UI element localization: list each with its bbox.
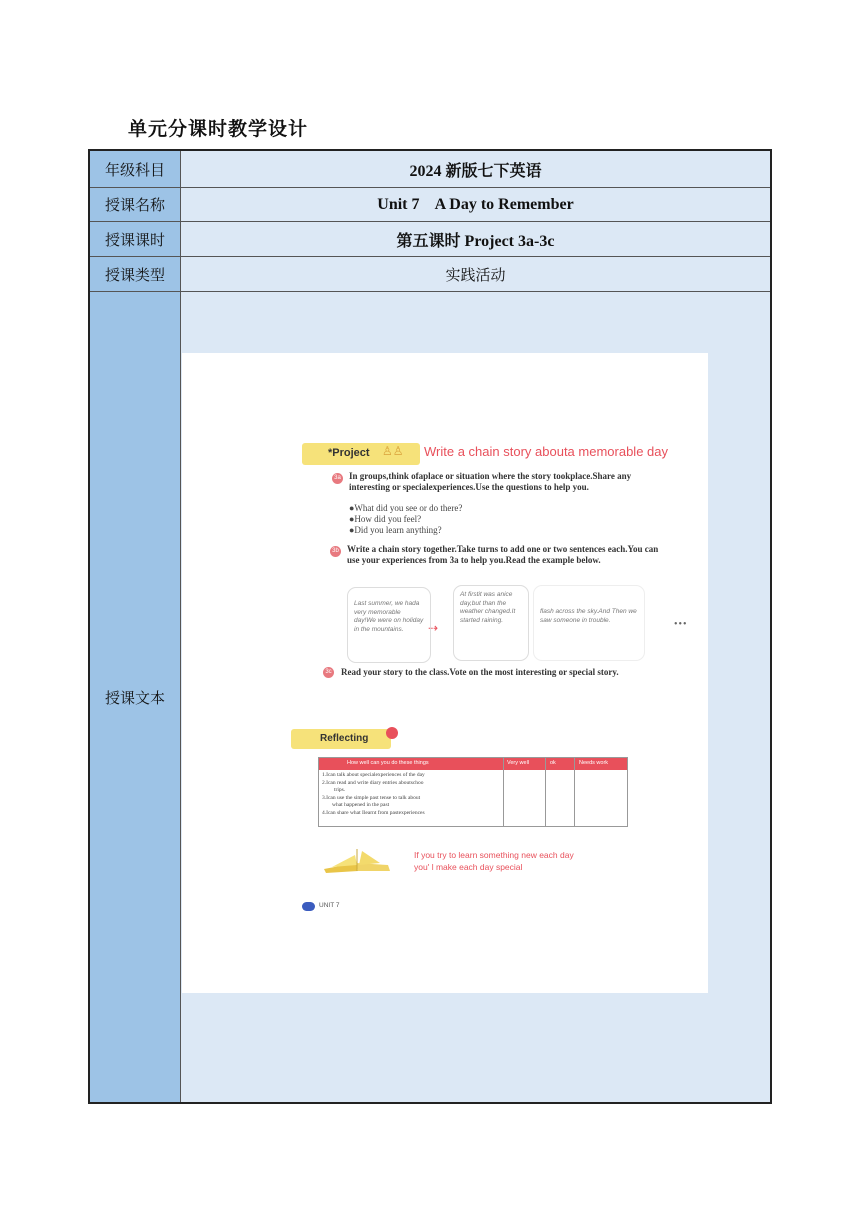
textbook-cell bbox=[181, 292, 770, 1102]
lesson-table bbox=[88, 149, 772, 1104]
quote-line: If you try to learn something new each day bbox=[414, 850, 574, 860]
table-row bbox=[90, 257, 770, 292]
table-row bbox=[90, 188, 770, 222]
reflect-header-cell: Needs work bbox=[579, 760, 609, 766]
table-divider bbox=[503, 758, 504, 826]
document-title: 单元分课时教学设计 bbox=[128, 118, 309, 140]
row-label: 授课类型 bbox=[90, 257, 181, 291]
reflect-table bbox=[318, 757, 628, 827]
list-item: ●How did you feel? bbox=[349, 514, 422, 524]
list-item: what happened in the past bbox=[332, 802, 390, 808]
list-item: 1.Ican talk about specialexperiences of the day bbox=[322, 772, 425, 778]
pen-icon bbox=[386, 727, 398, 739]
ellipsis: ••• bbox=[674, 619, 688, 630]
question-list bbox=[349, 503, 462, 536]
reflect-items bbox=[322, 772, 425, 817]
row-value: 2024 新版七下英语 bbox=[181, 151, 770, 187]
reflect-header-cell: Very well bbox=[507, 760, 530, 766]
quote-line: you' l make each day special bbox=[414, 862, 523, 872]
list-item: 4.Ican share what Ilearnt from pastexperiences bbox=[322, 809, 425, 816]
row-label: 授课文本 bbox=[90, 292, 181, 1102]
row-value: 实践活动 bbox=[181, 257, 770, 291]
row-label: 授课名称 bbox=[90, 188, 181, 221]
row-label: 年级科目 bbox=[90, 151, 181, 187]
page-number-badge bbox=[302, 902, 315, 911]
list-item: ●What did you see or do there? bbox=[349, 503, 463, 513]
project-heading: Write a chain story abouta memorable day bbox=[424, 444, 668, 459]
motto-quote bbox=[414, 849, 574, 873]
story-bubble: Last summer, we hada very memorable day!We were on holiday in the mountains. bbox=[347, 587, 431, 663]
step-instruction: In groups,think ofaplace or situation where the story tookplace.Share any interesting or specialexperiences.Use the questions to help you. bbox=[349, 471, 632, 492]
arrow-icon: ⇢ bbox=[428, 621, 439, 635]
project-label: *Project bbox=[328, 447, 370, 459]
story-bubble: At firstit was anice day,but than the weather changed.It started raining. bbox=[453, 585, 529, 661]
story-bubble: flash across the sky.And Then we saw someone in trouble. bbox=[533, 585, 645, 661]
table-row bbox=[90, 292, 770, 1102]
table-divider bbox=[574, 758, 575, 826]
list-item: 2.Ican read and write diary entries aboutschoo bbox=[322, 779, 424, 786]
reflect-header-cell: ok bbox=[550, 760, 556, 766]
list-item: 3.Ican use the simple past tense to talk about bbox=[322, 794, 421, 801]
list-item: ●Did you learn anything? bbox=[349, 525, 442, 535]
unit-label: UNIT 7 bbox=[319, 902, 340, 909]
textbook-page-image bbox=[182, 353, 708, 993]
reflecting-label: Reflecting bbox=[320, 733, 369, 744]
step-instruction: Read your story to the class.Vote on the most interesting or special story. bbox=[341, 667, 619, 677]
step-badge: 3c bbox=[323, 667, 334, 678]
step-badge: 3a bbox=[332, 473, 343, 484]
step-badge: 3b bbox=[330, 546, 341, 557]
step-instruction: Write a chain story together.Take turns to add one or two sentences each.You can use your experiences from 3a to help you.Read the example below. bbox=[347, 544, 659, 565]
table-row bbox=[90, 222, 770, 257]
reflect-header-cell: How well can you do these things bbox=[347, 760, 429, 766]
table-divider bbox=[545, 758, 546, 826]
row-value: 第五课时 Project 3a-3c bbox=[181, 222, 770, 256]
list-item: trips. bbox=[334, 787, 346, 793]
people-icon: ♙♙ bbox=[382, 444, 404, 458]
table-row bbox=[90, 151, 770, 188]
row-value: Unit 7 A Day to Remember bbox=[181, 188, 770, 221]
book-icon bbox=[322, 847, 392, 873]
row-label: 授课课时 bbox=[90, 222, 181, 256]
